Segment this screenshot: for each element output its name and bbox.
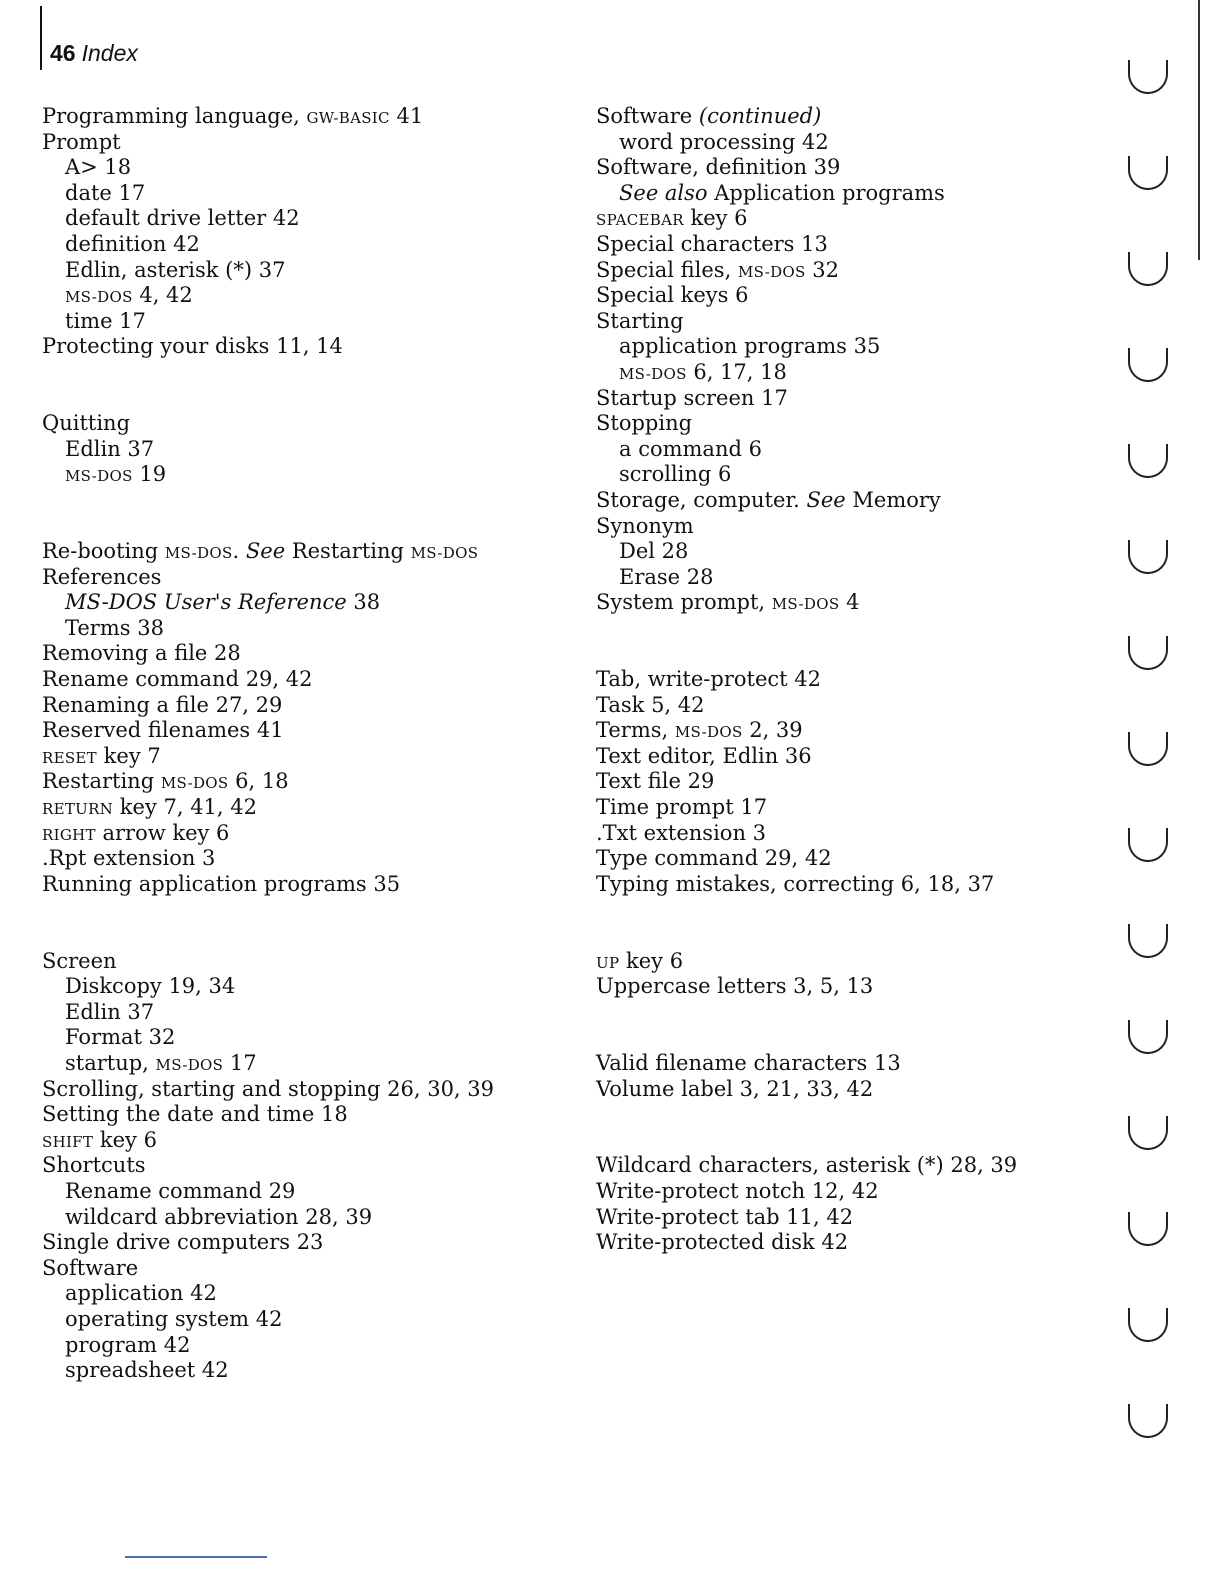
index-entry — [42, 846, 582, 872]
entry-text: Running application programs 35 — [42, 871, 401, 896]
index-subentry — [42, 462, 582, 488]
entry-text: Special characters 13 — [596, 231, 828, 256]
index-entry — [596, 1051, 1136, 1077]
index-entry — [596, 974, 1136, 1000]
index-entry — [596, 386, 1136, 412]
index-column-right — [596, 104, 1136, 1256]
binder-ring — [1128, 348, 1168, 382]
entry-text: System prompt, — [596, 590, 772, 615]
binder-ring — [1128, 444, 1168, 478]
entry-text: Software, definition 39 — [596, 155, 841, 180]
index-entry — [596, 104, 1136, 130]
index-entry — [596, 795, 1136, 821]
entry-text: See — [245, 539, 286, 564]
index-entry — [42, 1153, 582, 1179]
entry-text: Stopping — [596, 411, 693, 436]
entry-text: definition 42 — [65, 231, 200, 256]
entry-text: Removing a file 28 — [42, 641, 241, 666]
index-entry — [42, 795, 582, 821]
entry-text: key 7, 41, 42 — [113, 795, 257, 820]
index-entry — [596, 232, 1136, 258]
entry-text: Wildcard characters, asterisk (*) 28, 39 — [596, 1153, 1018, 1178]
binder-ring — [1128, 252, 1168, 286]
index-entry — [596, 769, 1136, 795]
entry-text: Volume label 3, 21, 33, 42 — [596, 1076, 874, 1101]
binder-ring — [1128, 732, 1168, 766]
section-gap — [596, 1000, 1136, 1051]
entry-text: Valid filename characters 13 — [596, 1050, 901, 1075]
entry-text: Type command 29, 42 — [596, 846, 832, 871]
entry-text: MS-DOS — [65, 288, 133, 307]
index-subentry — [42, 1307, 582, 1333]
index-entry — [596, 821, 1136, 847]
entry-text: Write-protect tab 11, 42 — [596, 1204, 854, 1229]
entry-text: UP — [596, 953, 620, 972]
entry-text: .Rpt extension 3 — [42, 846, 216, 871]
entry-text: Terms, — [596, 718, 675, 743]
entry-text: Software — [42, 1255, 139, 1280]
entry-text: Re-booting — [42, 539, 165, 564]
entry-text: Text file 29 — [596, 769, 715, 794]
index-subentry — [596, 565, 1136, 591]
index-entry — [596, 667, 1136, 693]
section-gap — [596, 1102, 1136, 1153]
index-subentry — [42, 616, 582, 642]
index-subentry — [42, 155, 582, 181]
index-subentry — [596, 462, 1136, 488]
index-entry — [42, 565, 582, 591]
entry-text: RESET — [42, 748, 97, 767]
entry-text: Single drive computers 23 — [42, 1230, 324, 1255]
entry-text: Rename command 29 — [65, 1178, 296, 1203]
index-entry — [596, 846, 1136, 872]
index-subentry — [42, 1358, 582, 1384]
index-subentry — [596, 181, 1136, 207]
entry-text: date 17 — [65, 180, 146, 205]
index-entry — [596, 283, 1136, 309]
entry-text: Renaming a file 27, 29 — [42, 692, 283, 717]
entry-text: time 17 — [65, 308, 146, 333]
page-margin-rule — [40, 6, 42, 70]
entry-text: Storage, computer. — [596, 487, 807, 512]
entry-text: Prompt — [42, 129, 121, 154]
index-entry — [42, 744, 582, 770]
entry-text: spreadsheet 42 — [65, 1358, 229, 1383]
entry-text: 4, 42 — [132, 283, 193, 308]
binder-ring — [1128, 1020, 1168, 1054]
index-subentry — [42, 1281, 582, 1307]
index-subentry — [42, 283, 582, 309]
entry-text: Reserved filenames 41 — [42, 718, 284, 743]
entry-text: Screen — [42, 948, 117, 973]
entry-text: a command 6 — [619, 436, 762, 461]
entry-text: startup, — [65, 1050, 156, 1075]
entry-text: Edlin, asterisk (*) 37 — [65, 257, 286, 282]
binder-ring — [1128, 1404, 1168, 1438]
entry-text: MS-DOS — [65, 467, 133, 486]
index-entry — [42, 1128, 582, 1154]
index-subentry — [42, 1051, 582, 1077]
index-subentry — [42, 258, 582, 284]
binder-ring — [1128, 540, 1168, 574]
binder-ring — [1128, 924, 1168, 958]
index-entry — [596, 258, 1136, 284]
entry-text: Time prompt 17 — [596, 795, 768, 820]
entry-text: Special files, — [596, 257, 738, 282]
index-subentry — [42, 590, 582, 616]
index-subentry — [596, 334, 1136, 360]
index-entry — [596, 872, 1136, 898]
index-subentry — [42, 1333, 582, 1359]
binder-ring — [1128, 828, 1168, 862]
entry-text: Restarting — [285, 539, 411, 564]
entry-text: 2, 39 — [742, 718, 803, 743]
entry-text: (continued) — [698, 104, 822, 128]
entry-text: Scrolling, starting and stopping 26, 30, 39 — [42, 1076, 495, 1101]
index-entry — [596, 949, 1136, 975]
index-subentry — [42, 437, 582, 463]
index-entry — [596, 411, 1136, 437]
entry-text: RIGHT — [42, 825, 96, 844]
entry-text: key 6 — [93, 1127, 157, 1152]
index-subentry — [42, 1205, 582, 1231]
entry-text: MS-DOS User's Reference — [65, 590, 347, 615]
entry-text: Task 5, 42 — [596, 692, 705, 717]
index-entry — [42, 769, 582, 795]
entry-text: References — [42, 564, 162, 589]
section-gap — [596, 897, 1136, 948]
entry-text: A> 18 — [65, 155, 132, 180]
entry-text: MS-DOS — [737, 262, 806, 281]
index-column-left — [42, 104, 582, 1384]
entry-text: Edlin 37 — [65, 999, 155, 1024]
entry-text: Tab, write-protect 42 — [596, 667, 821, 692]
index-subentry — [42, 232, 582, 258]
entry-text: wildcard abbreviation 28, 39 — [65, 1204, 373, 1229]
index-entry — [42, 872, 582, 898]
entry-text: Write-protected disk 42 — [596, 1230, 849, 1255]
index-subentry — [42, 206, 582, 232]
index-entry — [42, 667, 582, 693]
index-entry — [42, 718, 582, 744]
entry-text: 17 — [223, 1050, 257, 1075]
entry-text: key 6 — [619, 948, 684, 973]
index-subentry — [596, 130, 1136, 156]
index-subentry — [42, 1000, 582, 1026]
index-entry — [596, 514, 1136, 540]
entry-text: Shortcuts — [42, 1153, 146, 1178]
entry-text: Startup screen 17 — [596, 385, 788, 410]
entry-text: MS-DOS — [619, 364, 687, 383]
entry-text: application programs 35 — [619, 334, 881, 359]
index-subentry — [42, 309, 582, 335]
index-entry — [42, 334, 582, 360]
index-entry — [42, 693, 582, 719]
entry-text: Terms 38 — [65, 615, 164, 640]
index-subentry — [42, 974, 582, 1000]
entry-text: See also — [619, 180, 708, 205]
entry-text: SPACEBAR — [596, 211, 684, 230]
entry-text: Del 28 — [619, 539, 689, 564]
binder-ring — [1128, 60, 1168, 94]
page-title: Index — [81, 40, 138, 66]
index-subentry — [42, 1025, 582, 1051]
entry-text: arrow key 6 — [95, 820, 230, 845]
entry-text: word processing 42 — [619, 129, 829, 154]
entry-text: scrolling 6 — [619, 462, 732, 487]
index-entry — [596, 1205, 1136, 1231]
entry-text: program 42 — [65, 1332, 191, 1357]
entry-text: . — [232, 539, 246, 564]
entry-text: Edlin 37 — [65, 436, 155, 461]
entry-text: Format 32 — [65, 1025, 176, 1050]
index-entry — [596, 309, 1136, 335]
entry-text: GW-BASIC — [306, 109, 390, 127]
page-number: 46 — [50, 40, 76, 66]
binder-ring — [1128, 156, 1168, 190]
entry-text: MS-DOS — [155, 1055, 224, 1074]
entry-text: Programming language, — [42, 104, 307, 128]
index-subentry — [42, 181, 582, 207]
index-entry — [596, 1179, 1136, 1205]
index-entry — [42, 104, 582, 130]
entry-text: Synonym — [596, 513, 694, 538]
entry-text: 32 — [805, 257, 839, 282]
page-header — [50, 40, 138, 67]
entry-text: MS-DOS — [410, 544, 479, 563]
index-entry — [596, 1153, 1136, 1179]
entry-text: MS-DOS — [771, 595, 840, 614]
entry-text: Software — [596, 104, 699, 128]
entry-text: Setting the date and time 18 — [42, 1102, 348, 1127]
entry-text: default drive letter 42 — [65, 206, 300, 231]
entry-text: Text editor, Edlin 36 — [596, 743, 812, 768]
entry-text: key 7 — [96, 743, 161, 768]
index-entry — [596, 1230, 1136, 1256]
entry-text: application 42 — [65, 1281, 217, 1306]
entry-text: Protecting your disks 11, 14 — [42, 334, 343, 359]
index-entry — [42, 1230, 582, 1256]
entry-text: key 6 — [683, 206, 748, 231]
binder-ring — [1128, 1308, 1168, 1342]
footer-rule — [125, 1556, 267, 1558]
index-entry — [596, 206, 1136, 232]
entry-text: Memory — [845, 487, 941, 512]
index-entry — [42, 641, 582, 667]
index-entry — [42, 130, 582, 156]
index-entry — [596, 1077, 1136, 1103]
entry-text: Write-protect notch 12, 42 — [596, 1178, 879, 1203]
entry-text: 6, 17, 18 — [686, 359, 787, 384]
index-subentry — [596, 437, 1136, 463]
entry-text: See — [806, 487, 846, 512]
binder-ring — [1128, 1116, 1168, 1150]
index-entry — [596, 718, 1136, 744]
binder-rings — [1118, 60, 1178, 1500]
index-subentry — [596, 360, 1136, 386]
entry-text: Starting — [596, 308, 684, 333]
index-entry — [596, 590, 1136, 616]
entry-text: 6, 18 — [228, 769, 289, 794]
index-entry — [42, 539, 582, 565]
entry-text: Restarting — [42, 769, 161, 794]
binder-ring — [1128, 1212, 1168, 1246]
index-entry — [596, 693, 1136, 719]
entry-text: Application programs — [707, 180, 945, 205]
index-subentry — [42, 1179, 582, 1205]
entry-text: Typing mistakes, correcting 6, 18, 37 — [596, 871, 995, 896]
entry-text: MS-DOS — [164, 544, 233, 563]
entry-text: SHIFT — [42, 1132, 94, 1151]
section-gap — [42, 488, 582, 539]
index-entry — [42, 1256, 582, 1282]
index-entry — [596, 488, 1136, 514]
entry-text: 41 — [389, 104, 424, 128]
entry-text: Uppercase letters 3, 5, 13 — [596, 974, 874, 999]
entry-text: Quitting — [42, 411, 131, 436]
index-entry — [42, 1102, 582, 1128]
index-entry — [42, 821, 582, 847]
entry-text: 38 — [346, 590, 381, 615]
entry-text: RETURN — [42, 800, 114, 819]
binder-ring — [1128, 636, 1168, 670]
entry-text: Rename command 29, 42 — [42, 667, 313, 692]
entry-text: 4 — [839, 590, 860, 615]
entry-text: Erase 28 — [619, 564, 714, 589]
index-entry — [596, 744, 1136, 770]
section-gap — [42, 897, 582, 948]
entry-text: Diskcopy 19, 34 — [65, 974, 236, 999]
entry-text: MS-DOS — [160, 774, 229, 793]
index-subentry — [596, 539, 1136, 565]
entry-text: operating system 42 — [65, 1306, 283, 1331]
entry-text: .Txt extension 3 — [596, 820, 766, 845]
entry-text: Special keys 6 — [596, 283, 749, 308]
section-gap — [596, 616, 1136, 667]
section-gap — [42, 360, 582, 411]
entry-text: 19 — [132, 462, 167, 487]
entry-text: MS-DOS — [674, 723, 743, 742]
page-edge-rule — [1198, 0, 1200, 260]
index-entry — [42, 1077, 582, 1103]
index-entry — [42, 949, 582, 975]
index-entry — [596, 155, 1136, 181]
index-entry — [42, 411, 582, 437]
